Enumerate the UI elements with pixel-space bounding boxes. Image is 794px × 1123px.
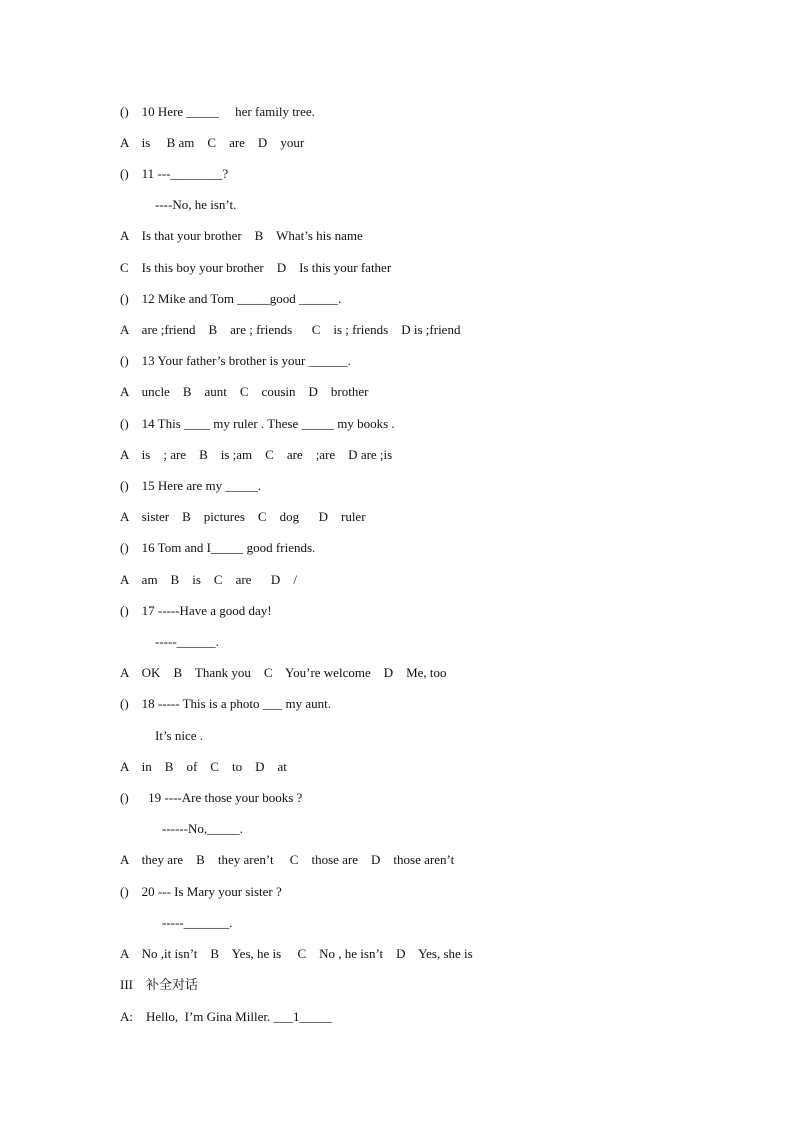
options-12: A are ;friend B are ; friends C is ; friends D is ;friend [120, 322, 461, 337]
question-18: () 18 ----- This is a photo ___ my aunt. [120, 696, 331, 711]
question-18-reply: It’s nice . [155, 728, 204, 743]
options-17: A OK B Thank you C You’re welcome D Me, too [120, 665, 447, 680]
options-20: A No ,it isn’t B Yes, he is C No , he isn’t D Yes, she is [120, 946, 473, 961]
options-18: A in B of C to D at [120, 759, 287, 774]
options-13: A uncle B aunt C cousin D brother [120, 384, 369, 399]
question-10: () 10 Here _____ her family tree. [120, 104, 315, 119]
question-11-reply: ----No, he isn’t. [155, 197, 237, 212]
question-20-reply: -----_______. [162, 915, 233, 930]
question-12: () 12 Mike and Tom _____good ______. [120, 291, 342, 306]
question-15: () 15 Here are my _____. [120, 478, 262, 493]
question-17: () 17 -----Have a good day! [120, 603, 272, 618]
options-10: A is B am C are D your [120, 135, 305, 150]
question-13: () 13 Your father’s brother is your ______. [120, 353, 351, 368]
question-19: () 19 ----Are those your books ? [120, 790, 303, 805]
section-heading-iii: III 补全对话 [120, 977, 198, 992]
options-14: A is ; are B is ;am C are ;are D are ;is [120, 447, 393, 462]
question-17-reply: -----______. [155, 634, 219, 649]
question-20: () 20 --- Is Mary your sister ? [120, 884, 282, 899]
question-11: () 11 ---________? [120, 166, 229, 181]
options-19: A they are B they aren’t C those are D those aren’t [120, 852, 455, 867]
dialogue-line-a: A: Hello, I’m Gina Miller. ___1_____ [120, 1009, 332, 1024]
options-16: A am B is C are D / [120, 572, 297, 587]
options-11-ab: A Is that your brother B What’s his name [120, 228, 363, 243]
options-15: A sister B pictures C dog D ruler [120, 509, 366, 524]
question-14: () 14 This ____ my ruler . These _____ my books . [120, 416, 395, 431]
options-11-cd: C Is this boy your brother D Is this your father [120, 260, 392, 275]
question-16: () 16 Tom and I_____ good friends. [120, 540, 316, 555]
question-19-reply: ------No,_____. [162, 821, 243, 836]
